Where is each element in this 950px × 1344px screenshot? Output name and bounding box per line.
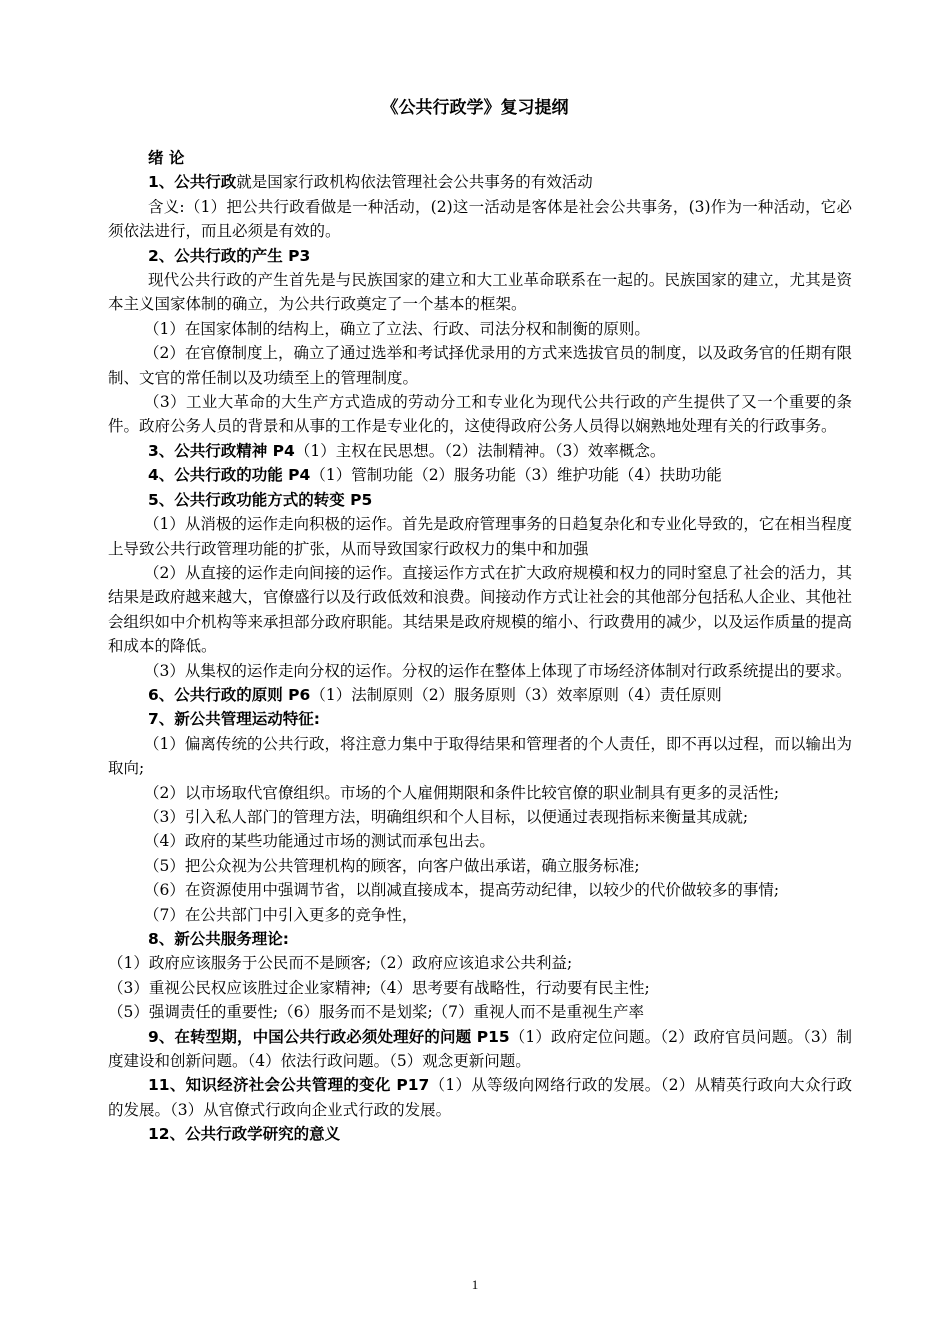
section-8-item: （3）重视公民权应该胜过企业家精神;（4）思考要有战略性，行动要有民主性; [108,978,650,997]
section-2-heading: 2、公共行政的产生 P3 [148,246,311,265]
section-9 [108,1025,852,1074]
section-7-item: （2）以市场取代官僚组织。市场的个人雇佣期限和条件比较官僚的职业制具有更多的灵活性; [144,783,780,802]
section-1 [108,170,852,194]
section-7-heading: 7、新公共管理运动特征: [148,710,320,729]
section-3 [108,439,852,463]
section-7-item: （4）政府的某些功能通过市场的测试而承包出去。 [144,832,495,851]
document-title: 《公共行政学》复习提纲 [381,98,569,118]
section-4-heading: 4、公共行政的功能 P4 [148,466,311,485]
section-9-text: （1）政府定位问题。（2）政府官员问题。（3）制度建设和创新问题。（4）依法行政问题。（5）观念更新问题。 [108,1027,852,1071]
section-7-item: （6）在资源使用中强调节省，以削减直接成本，提高劳动纪律，以较少的代价做较多的事情; [144,881,780,900]
section-12-heading: 12、公共行政学研究的意义 [148,1125,341,1144]
section-11 [108,1073,852,1122]
section-4-text: （1）管制功能（2）服务功能（3）维护功能（4）扶助功能 [310,466,722,485]
document-body [108,146,852,1147]
section-5-item: （2）从直接的运作走向间接的运作。直接运作方式在扩大政府规模和权力的同时窒息了社会的活力，其结果是政府越来越大，官僚盛行以及行政低效和浪费。间接动作方式让社会的其他部分包括私人企业、其他社会组织如中介机构等来承担部分政府职能。其结果是政府规模的缩小、行政费用的减少，以及运作质量的提高和成本的降低。 [108,563,853,656]
section-11-text: （1）从等级向网络行政的发展。（2）从精英行政向大众行政的发展。（3）从官僚式行政向企业式行政的发展。 [108,1076,852,1119]
section-8-heading: 8、新公共服务理论: [148,930,289,948]
section-3-heading: 3、公共行政精神 P4 [148,441,295,460]
section-5-item: （3）从集权的运作走向分权的运作。分权的运作在整体上体现了市场经济体制对行政系统提出的要求。 [144,661,852,680]
section-1-text: 就是国家行政机构依法管理社会公共事务的有效活动 [236,173,593,192]
section-5-heading: 5、公共行政功能方式的转变 P5 [148,490,373,509]
section-2-item: （3）工业大革命的大生产方式造成的劳动分工和专业化为现代公共行政的产生提供了又一个重要的条件。政府公务人员的背景和从事的工作是专业化的，这使得政府公务人员得以娴熟地处理有关的行政事务。 [108,393,852,436]
section-3-text: （1）主权在民思想。（2）法制精神。（3）效率概念。 [294,441,666,460]
section-11-heading: 11、知识经济社会公共管理的变化 P17 [148,1076,430,1095]
section-5-item: （1）从消极的运作走向积极的运作。首先是政府管理事务的日趋复杂化和专业化导致的，它在相当程度上导致公共行政管理功能的扩张，从而导致国家行政权力的集中和加强 [108,515,852,558]
section-8-item: （1）政府应该服务于公民而不是顾客;（2）政府应该追求公共利益; [108,954,573,973]
section-8-item: （5）强调责任的重要性;（6）服务而不是划桨;（7）重视人而不是重视生产率 [108,1003,645,1022]
section-2-item: （1）在国家体制的结构上，确立了立法、行政、司法分权和制衡的原则。 [144,319,650,338]
section-7-item: （1）偏离传统的公共行政，将注意力集中于取得结果和管理者的个人责任，即不再以过程，而以输出为取向; [108,734,852,778]
intro-heading: 绪 论 [148,149,185,167]
section-9-heading: 9、在转型期，中国公共行政必须处理好的问题 P15 [148,1027,510,1046]
page-number: 1 [471,1277,479,1292]
section-6 [108,683,852,707]
section-6-heading: 6、公共行政的原则 P6 [148,685,311,704]
section-7-item: （3）引入私人部门的管理方法，明确组织和个人目标，以便通过表现指标来衡量其成就; [144,807,749,826]
section-2-item: （2）在官僚制度上，确立了通过选举和考试择优录用的方式来选拔官员的制度，以及政务官的任期有限制、文官的常任制以及功绩至上的管理制度。 [108,344,852,387]
section-1-heading: 1、公共行政 [148,173,237,192]
section-4 [108,463,852,487]
section-1-meaning: 含义:（1）把公共行政看做是一种活动，(2)这一活动是客体是社会公共事务，(3)作为一种活动，它必须依法进行，而且必须是有效的。 [108,197,852,241]
section-7-item: （5）把公众视为公共管理机构的顾客，向客户做出承诺，确立服务标准; [144,856,640,875]
section-2-paragraph: 现代公共行政的产生首先是与民族国家的建立和大工业革命联系在一起的。民族国家的建立，尤其是资本主义国家体制的确立，为公共行政奠定了一个基本的框架。 [108,271,852,314]
section-6-text: （1）法制原则（2）服务原则（3）效率原则（4）责任原则 [310,685,722,704]
section-7-item: （7）在公共部门中引入更多的竞争性， [144,905,418,924]
